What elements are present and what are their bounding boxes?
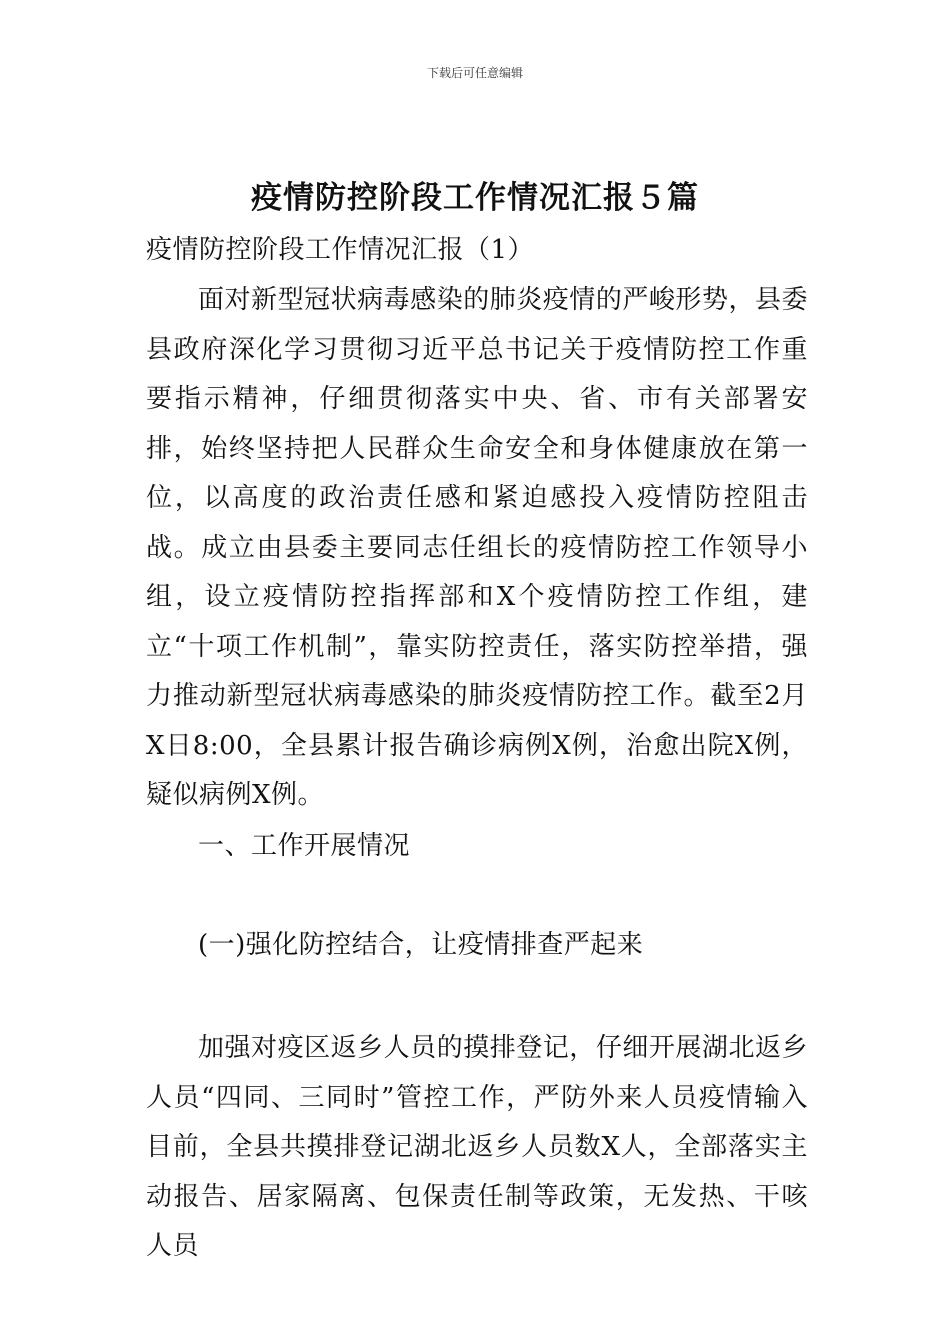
section-heading: 一、工作开展情况 [198, 831, 411, 861]
subsection-heading: (一)强化防控结合，让疫情排查严起来 [198, 930, 644, 960]
document-subtitle: 疫情防控阶段工作情况汇报（1） [146, 235, 535, 265]
body-paragraph-2: 加强对疫区返乡人员的摸排登记，仔细开展湖北返乡人员“四同、三同时”管控工作，严防外来人员疫情输入目前，全县共摸排登记湖北返乡人员数X人，全部落实主动报告、居家隔离、包保责任制等政策，无发热、干咳人员 [146, 1033, 808, 1261]
page-header-note: 下载后可任意编辑 [426, 66, 523, 80]
body-paragraph-1: 面对新型冠状病毒感染的肺炎疫情的严峻形势，县委县政府深化学习贯彻习近平总书记关于疫情防控工作重要指示精神，仔细贯彻落实中央、省、市有关部署安排，始终坚持把人民群众生命安全和身体健康放在第一位，以高度的政治责任感和紧迫感投入疫情防控阻击战。成立由县委主要同志任组长的疫情防控工作领导小组，设立疫情防控指挥部和X个疫情防控工作组，建立“十项工作机制”，靠实防控责任，落实防控举措，强力推动新型冠状病毒感染的肺炎疫情防控工作。截至2月X日8:00，全县累计报告确诊病例X例，治愈出院X例，疑似病例X例。 [146, 285, 808, 810]
document-title: 疫情防控阶段工作情况汇报５篇 [251, 180, 699, 216]
